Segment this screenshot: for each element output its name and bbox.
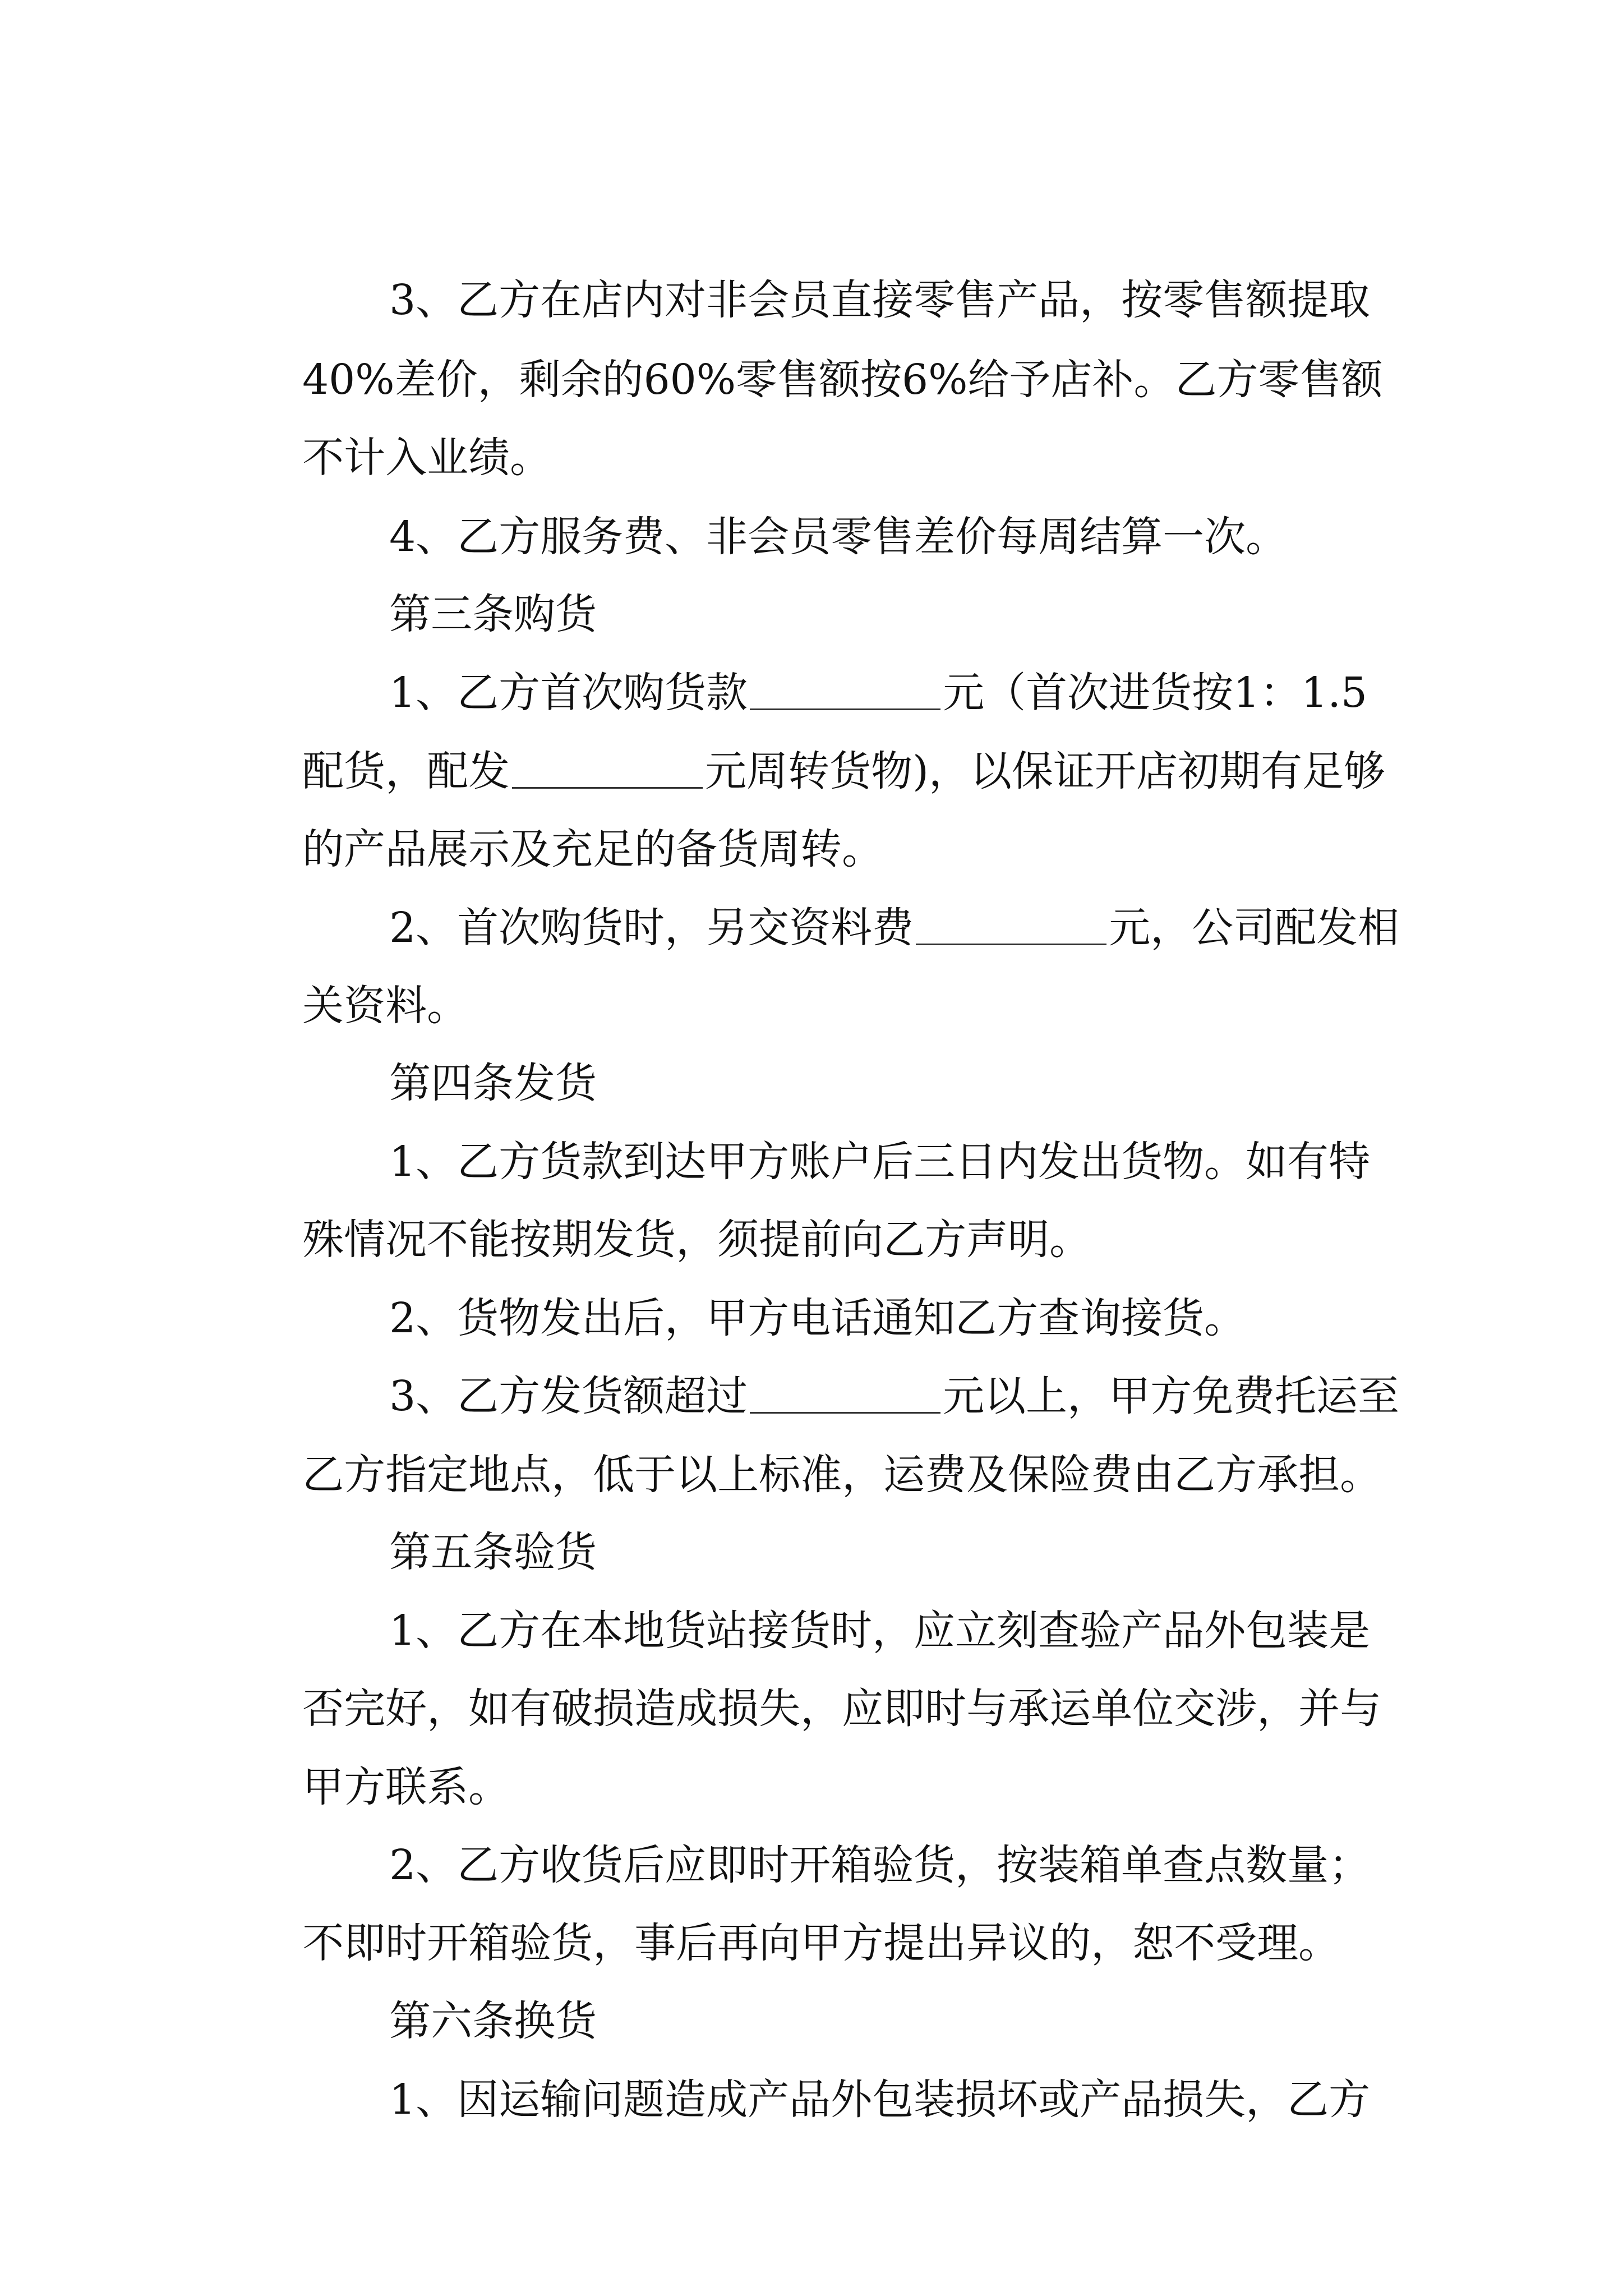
- text-run: 40%差价，剩余的60%零售额按6%给予店补。乙方零售额: [302, 356, 1383, 404]
- paragraph-line: [336, 1078, 1371, 1186]
- paragraph-line: [336, 453, 1288, 561]
- paragraph-line: [336, 1312, 1400, 1420]
- paragraph-line: [250, 1625, 1382, 1733]
- section-heading-text: 第五条验货: [389, 1528, 597, 1576]
- text-run: 的产品展示及充足的备货周转。: [302, 825, 884, 873]
- text-run: 不即时开箱验货，事后再向甲方提出异议的，恕不受理。: [302, 1919, 1340, 1967]
- paragraph-line: [250, 765, 884, 873]
- paragraph-line: [336, 2016, 1371, 2124]
- text-run: 乙方指定地点，低于以上标准，运费及保险费由乙方承担。: [302, 1451, 1382, 1499]
- text-run: 1、乙方货款到达甲方账户后三日内发出货物。如有特: [389, 1138, 1371, 1186]
- paragraph-line: [336, 1547, 1371, 1655]
- paragraph-line: [336, 216, 1371, 324]
- text-run: 1、乙方在本地货站接货时，应立刻查验产品外包装是: [389, 1607, 1371, 1655]
- text-run: 殊情况不能按期发货，须提前向乙方声明。: [302, 1216, 1091, 1264]
- text-run: 4、乙方服务费、非会员零售差价每周结算一次。: [389, 513, 1288, 561]
- paragraph-line: [336, 1781, 1371, 1889]
- text-run: 配货，配发: [302, 747, 510, 795]
- section-heading: [336, 1937, 597, 2045]
- paragraph-line: [250, 374, 552, 482]
- paragraph-line: [336, 844, 1400, 952]
- text-run: 甲方联系。: [302, 1763, 510, 1811]
- text-run: 3、乙方在店内对非会员直接零售产品，按零售额提取: [389, 276, 1371, 324]
- section-heading-text: 第四条发货: [389, 1059, 597, 1107]
- text-run: 元周转货物)，以保证开店初期有足够: [705, 747, 1385, 795]
- text-run: 2、乙方收货后应即时开箱验货，按装箱单查点数量；: [389, 1841, 1371, 1889]
- fill-in-blank: [916, 904, 1106, 945]
- text-run: 1、因运输问题造成产品外包装损坏或产品损失，乙方: [389, 2076, 1371, 2124]
- paragraph-line: [250, 922, 469, 1030]
- paragraph-line: [250, 1391, 1382, 1499]
- text-run: 3、乙方发货额超过: [389, 1372, 748, 1420]
- paragraph-line: [250, 687, 1385, 795]
- paragraph-line: [336, 609, 1367, 717]
- paragraph-line: [250, 296, 1383, 404]
- text-run: 关资料。: [302, 982, 469, 1030]
- text-run: 2、首次购货时，另交资料费: [389, 904, 914, 952]
- text-run: 否完好，如有破损造成损失，应即时与承运单位交涉，并与: [302, 1685, 1382, 1733]
- section-heading-text: 第三条购货: [389, 590, 597, 638]
- section-heading: [336, 999, 597, 1107]
- paragraph-line: [250, 1703, 510, 1811]
- text-run: 元以上，甲方免费托运至: [943, 1372, 1400, 1420]
- text-run: 元，公司配发相: [1109, 904, 1400, 952]
- paragraph-line: [250, 1156, 1091, 1264]
- text-run: 1、乙方首次购货款: [389, 669, 748, 717]
- section-heading: [336, 530, 597, 638]
- text-run: 2、货物发出后，甲方电话通知乙方查询接货。: [389, 1294, 1246, 1342]
- paragraph-line: [250, 1859, 1340, 1967]
- paragraph-line: [336, 1234, 1246, 1342]
- section-heading-text: 第六条换货: [389, 1997, 597, 2045]
- text-run: 不计入业绩。: [302, 434, 552, 482]
- text-run: 元（首次进货按1：1.5: [943, 669, 1367, 717]
- section-heading: [336, 1468, 597, 1576]
